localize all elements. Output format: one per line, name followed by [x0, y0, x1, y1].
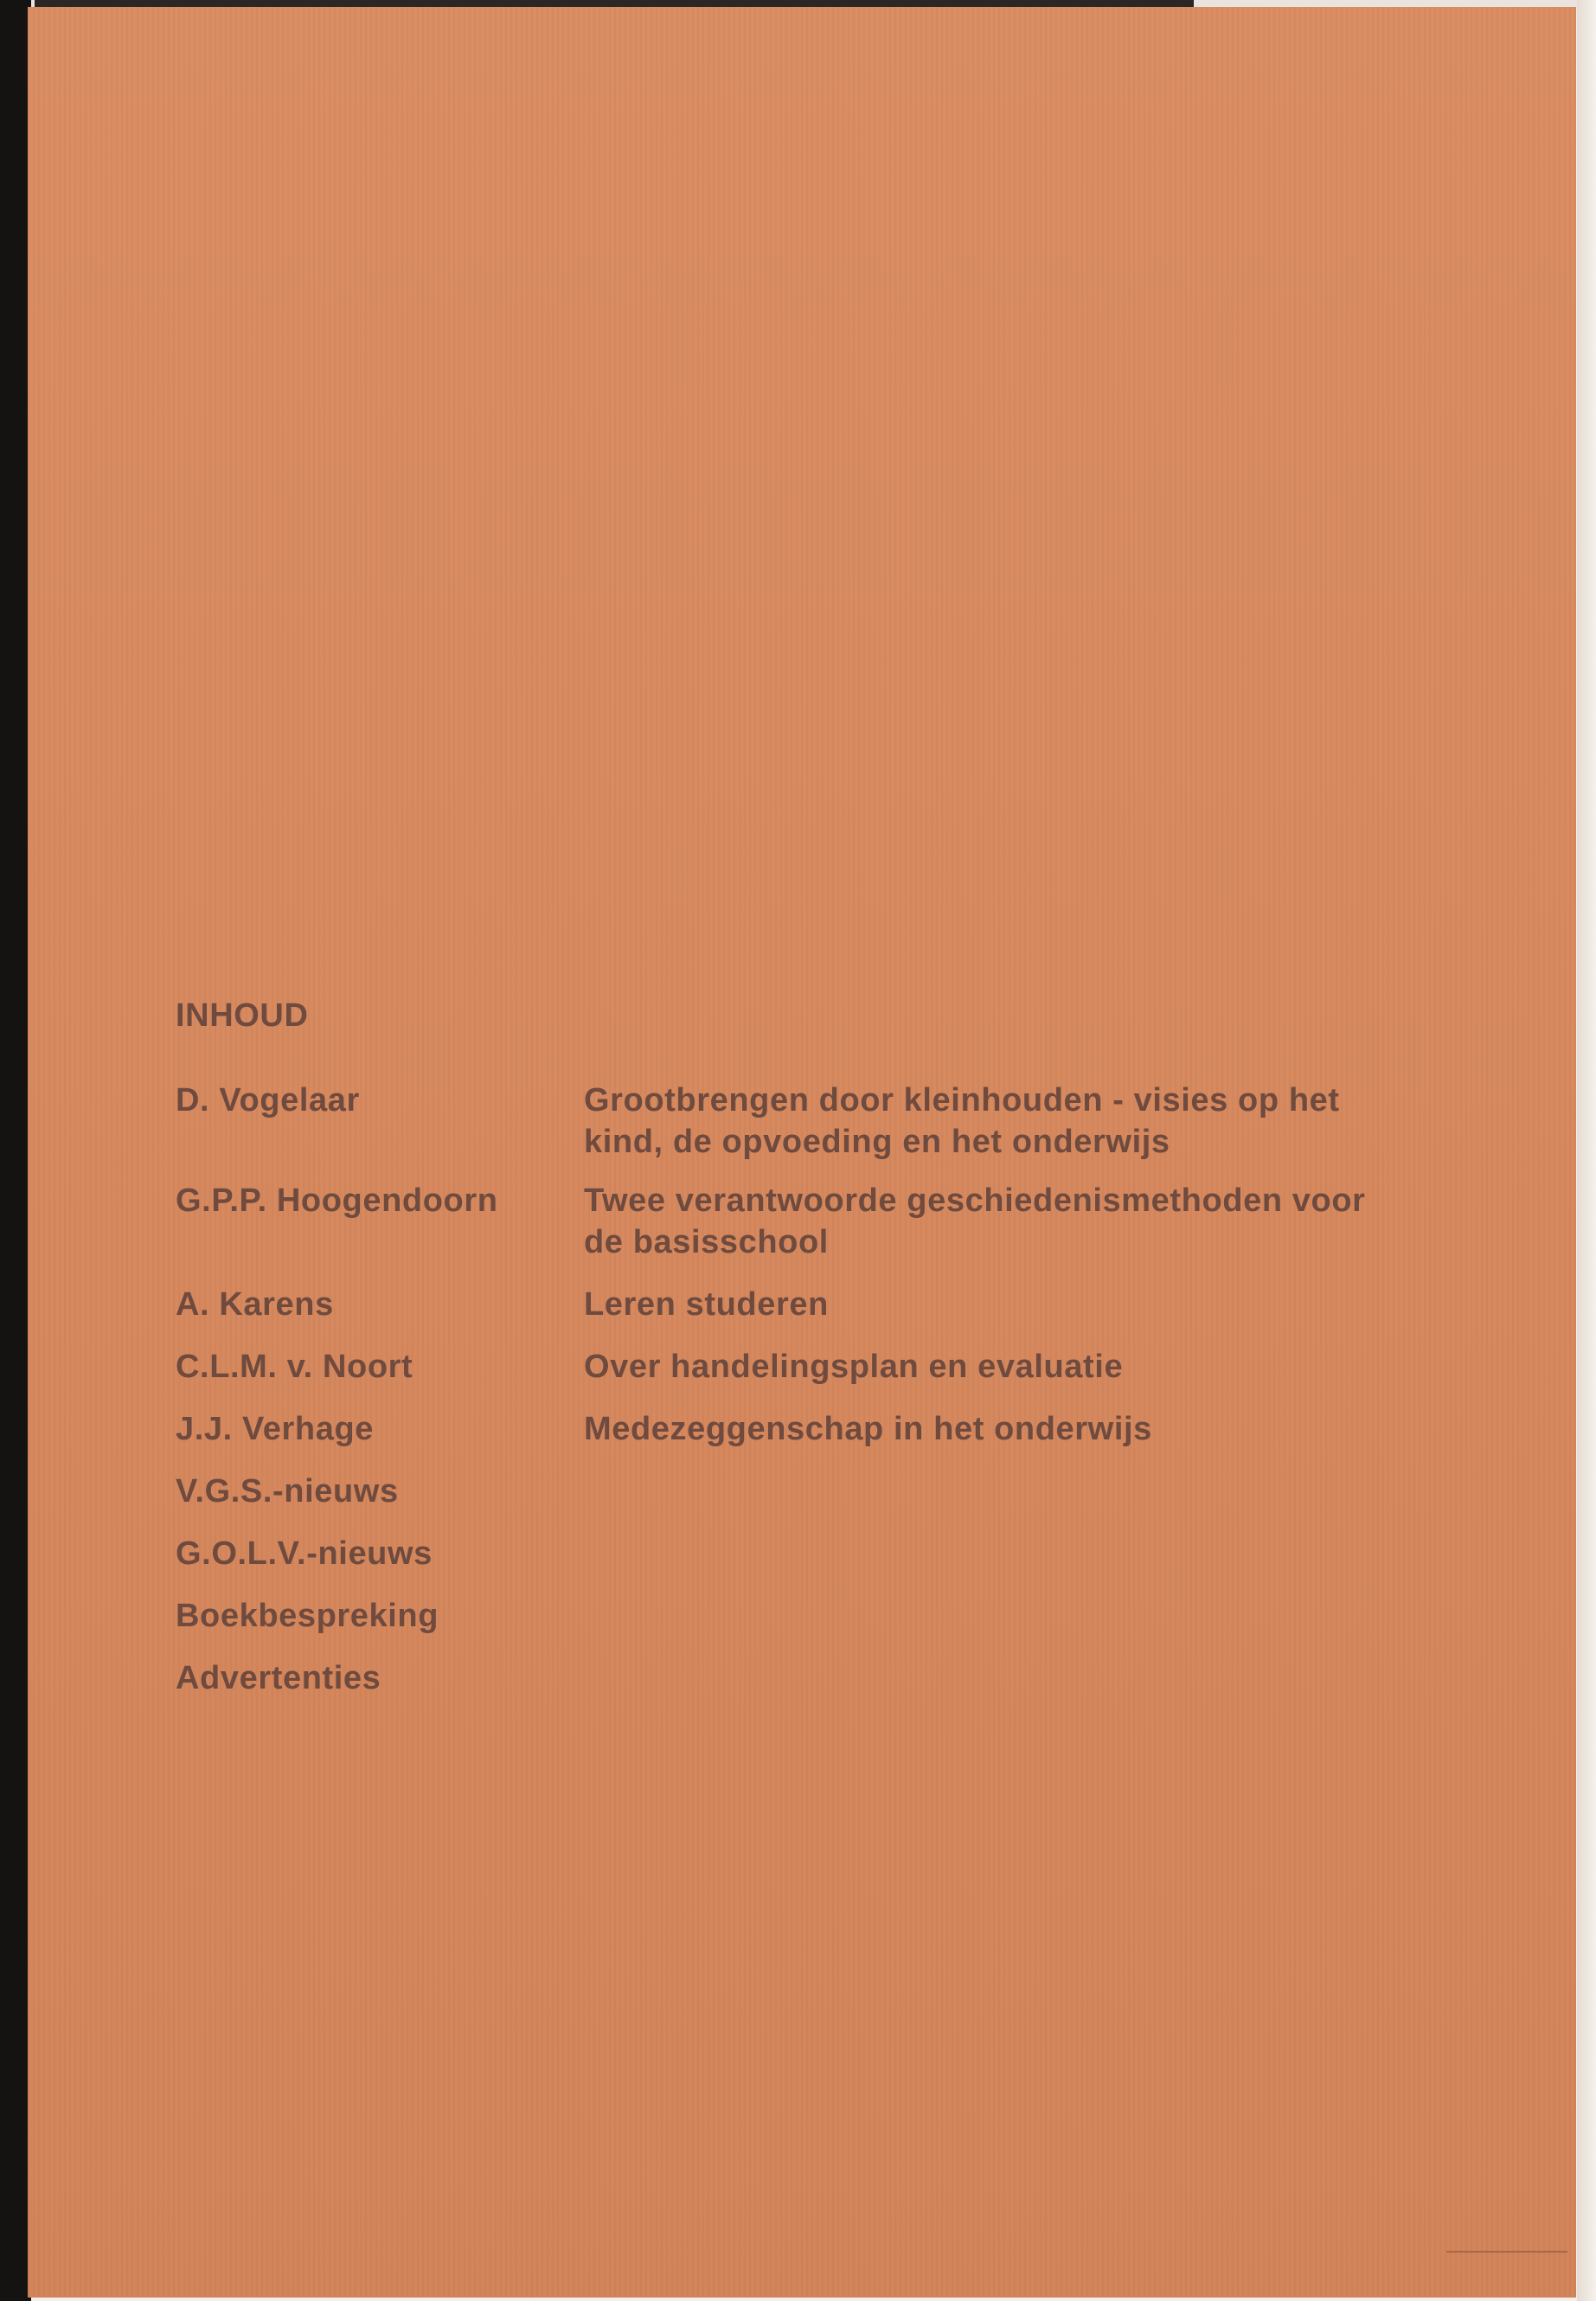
entry-title: Grootbrengen door kleinhouden - visies op het kind, de opvoeding en het onderwijs	[584, 1082, 1340, 1160]
scan-top-shadow	[35, 0, 1194, 7]
table-of-contents	[176, 993, 1473, 1699]
contents-heading: INHOUD	[176, 997, 309, 1034]
contents-entry	[176, 1595, 1473, 1637]
scan-left-edge	[0, 0, 31, 2301]
entry-author: C.L.M. v. Noort	[176, 1349, 413, 1385]
contents-entry	[176, 1471, 1473, 1512]
entry-author: A. Karens	[176, 1286, 334, 1323]
bottom-rule	[1446, 2251, 1567, 2253]
contents-entry	[176, 1284, 1473, 1325]
entry-author: J.J. Verhage	[176, 1411, 375, 1447]
entry-section: Boekbespreking	[176, 1598, 439, 1634]
entry-section: Advertenties	[176, 1660, 381, 1696]
contents-entry	[176, 1533, 1473, 1574]
entry-author: D. Vogelaar	[176, 1082, 360, 1118]
contents-entry	[176, 1408, 1473, 1450]
entry-title: Over handelingsplan en evaluatie	[584, 1349, 1124, 1385]
contents-entry	[176, 1657, 1473, 1699]
entry-section: G.O.L.V.-nieuws	[176, 1535, 433, 1572]
entry-title: Leren studeren	[584, 1286, 829, 1323]
entry-author: G.P.P. Hoogendoorn	[176, 1183, 498, 1219]
contents-entry	[176, 1080, 1473, 1163]
scan-right-edge	[1577, 0, 1596, 2301]
entry-title: Medezeggenschap in het onderwijs	[584, 1411, 1152, 1447]
contents-entry	[176, 1346, 1473, 1388]
contents-entry	[176, 1180, 1473, 1263]
entry-section: V.G.S.-nieuws	[176, 1473, 399, 1509]
entry-title: Twee verantwoorde geschiedenismethoden voor de basisschool	[584, 1183, 1366, 1260]
